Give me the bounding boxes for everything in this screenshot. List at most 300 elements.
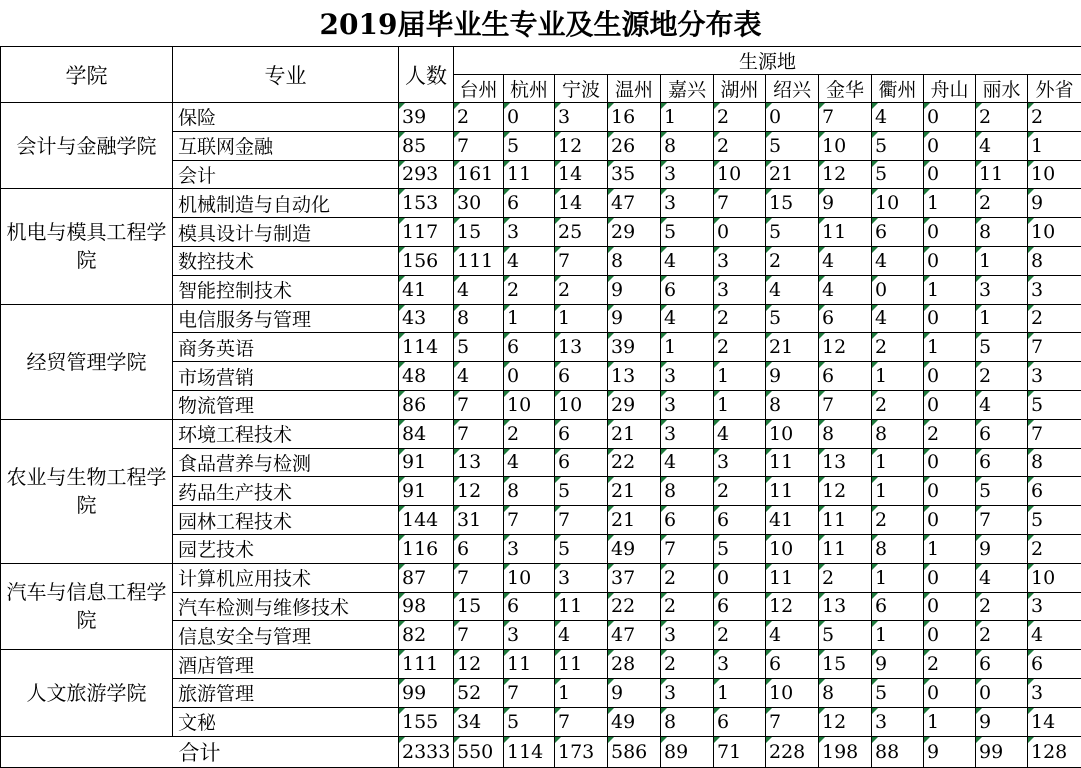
region-count-cell: 8: [661, 477, 714, 506]
region-count-cell: 6: [819, 362, 872, 391]
region-count-cell: 8: [661, 131, 714, 160]
region-count-cell: 4: [504, 448, 555, 477]
region-count-cell: 111: [454, 246, 504, 275]
region-count-cell: 8: [976, 218, 1028, 247]
region-count-cell: 13: [454, 448, 504, 477]
region-count-cell: 12: [819, 477, 872, 506]
region-count-cell: 13: [555, 333, 608, 362]
region-count-cell: 13: [608, 362, 661, 391]
region-count-cell: 11: [766, 563, 819, 592]
table-row: [1, 103, 1081, 132]
count-cell: 48: [399, 362, 454, 391]
region-count-cell: 9: [1028, 189, 1081, 218]
region-count-cell: 0: [924, 592, 976, 621]
major-name: 机械制造与自动化: [173, 189, 399, 218]
region-count-cell: 10: [1028, 160, 1081, 189]
region-count-cell: 1: [661, 333, 714, 362]
region-count-cell: 1: [714, 678, 766, 707]
region-count-cell: 3: [661, 189, 714, 218]
total-cell: 198: [819, 736, 872, 767]
region-count-cell: 10: [766, 678, 819, 707]
region-count-cell: 0: [924, 563, 976, 592]
region-count-cell: 5: [976, 333, 1028, 362]
region-count-cell: 29: [608, 390, 661, 419]
region-count-cell: 31: [454, 506, 504, 535]
region-count-cell: 25: [555, 218, 608, 247]
count-cell: 155: [399, 707, 454, 736]
region-count-cell: 0: [766, 103, 819, 132]
region-count-cell: 34: [454, 707, 504, 736]
region-count-cell: 7: [766, 707, 819, 736]
region-count-cell: 3: [661, 390, 714, 419]
count-cell: 86: [399, 390, 454, 419]
region-count-cell: 6: [976, 448, 1028, 477]
region-count-cell: 21: [766, 333, 819, 362]
region-header: 绍兴: [766, 75, 819, 103]
region-count-cell: 8: [1028, 246, 1081, 275]
count-cell: 111: [399, 650, 454, 679]
total-cell: 550: [454, 736, 504, 767]
major-name: 文秘: [173, 707, 399, 736]
region-count-cell: 14: [555, 160, 608, 189]
region-count-cell: 0: [924, 477, 976, 506]
region-count-cell: 37: [608, 563, 661, 592]
region-count-cell: 10: [504, 563, 555, 592]
region-count-cell: 0: [924, 131, 976, 160]
region-count-cell: 2: [504, 275, 555, 304]
region-count-cell: 5: [1028, 390, 1081, 419]
region-header: 金华: [819, 75, 872, 103]
region-count-cell: 4: [661, 448, 714, 477]
region-count-cell: 1: [872, 362, 924, 391]
region-count-cell: 26: [608, 131, 661, 160]
region-count-cell: 1: [872, 477, 924, 506]
region-count-cell: 15: [766, 189, 819, 218]
region-count-cell: 1: [555, 678, 608, 707]
region-count-cell: 2: [872, 506, 924, 535]
region-count-cell: 11: [504, 650, 555, 679]
region-count-cell: 5: [766, 304, 819, 333]
region-count-cell: 10: [714, 160, 766, 189]
region-count-cell: 9: [976, 534, 1028, 563]
major-name: 药品生产技术: [173, 477, 399, 506]
total-row: [1, 736, 1081, 767]
region-count-cell: 6: [661, 506, 714, 535]
region-count-cell: 1: [924, 707, 976, 736]
region-count-cell: 5: [661, 218, 714, 247]
region-count-cell: 12: [454, 650, 504, 679]
region-header: 衢州: [872, 75, 924, 103]
region-count-cell: 5: [872, 678, 924, 707]
region-count-cell: 3: [661, 621, 714, 650]
region-count-cell: 39: [608, 333, 661, 362]
region-count-cell: 2: [872, 333, 924, 362]
total-cell: 114: [504, 736, 555, 767]
region-count-cell: 0: [924, 390, 976, 419]
region-count-cell: 11: [819, 534, 872, 563]
region-count-cell: 2: [714, 304, 766, 333]
region-count-cell: 21: [608, 506, 661, 535]
region-count-cell: 2: [454, 103, 504, 132]
region-count-cell: 4: [872, 103, 924, 132]
region-count-cell: 13: [819, 448, 872, 477]
count-header: 人数: [399, 47, 454, 103]
region-count-cell: 5: [819, 621, 872, 650]
region-count-cell: 12: [454, 477, 504, 506]
count-cell: 293: [399, 160, 454, 189]
count-cell: 114: [399, 333, 454, 362]
count-cell: 85: [399, 131, 454, 160]
region-count-cell: 7: [1028, 419, 1081, 448]
region-count-cell: 3: [1028, 362, 1081, 391]
region-count-cell: 4: [714, 419, 766, 448]
region-count-cell: 5: [714, 534, 766, 563]
region-count-cell: 2: [976, 103, 1028, 132]
region-count-cell: 6: [1028, 650, 1081, 679]
major-name: 数控技术: [173, 246, 399, 275]
region-count-cell: 0: [924, 246, 976, 275]
region-count-cell: 8: [504, 477, 555, 506]
region-count-cell: 11: [819, 218, 872, 247]
region-count-cell: 4: [819, 246, 872, 275]
college-name: 人文旅游学院: [1, 650, 173, 736]
region-count-cell: 1: [924, 189, 976, 218]
region-count-cell: 11: [504, 160, 555, 189]
major-name: 旅游管理: [173, 678, 399, 707]
region-count-cell: 1: [872, 448, 924, 477]
major-name: 计算机应用技术: [173, 563, 399, 592]
region-count-cell: 35: [608, 160, 661, 189]
region-count-cell: 6: [872, 218, 924, 247]
region-count-cell: 7: [454, 563, 504, 592]
region-count-cell: 11: [819, 506, 872, 535]
region-count-cell: 13: [819, 592, 872, 621]
count-cell: 91: [399, 477, 454, 506]
region-count-cell: 6: [555, 448, 608, 477]
region-count-cell: 6: [555, 362, 608, 391]
region-count-cell: 7: [454, 131, 504, 160]
region-count-cell: 0: [504, 103, 555, 132]
region-count-cell: 2: [714, 103, 766, 132]
region-count-cell: 10: [555, 390, 608, 419]
region-count-cell: 9: [766, 362, 819, 391]
region-count-cell: 15: [819, 650, 872, 679]
count-cell: 99: [399, 678, 454, 707]
region-count-cell: 6: [1028, 477, 1081, 506]
region-count-cell: 3: [714, 448, 766, 477]
region-count-cell: 5: [454, 333, 504, 362]
region-count-cell: 2: [504, 419, 555, 448]
region-count-cell: 0: [924, 448, 976, 477]
region-count-cell: 4: [872, 246, 924, 275]
count-cell: 39: [399, 103, 454, 132]
region-count-cell: 9: [608, 304, 661, 333]
region-count-cell: 0: [924, 103, 976, 132]
major-header: 专业: [173, 47, 399, 103]
region-count-cell: 0: [924, 218, 976, 247]
major-name: 园艺技术: [173, 534, 399, 563]
college-name: 会计与金融学院: [1, 103, 173, 189]
count-cell: 116: [399, 534, 454, 563]
region-count-cell: 2: [924, 419, 976, 448]
total-cell: 228: [766, 736, 819, 767]
region-count-cell: 7: [661, 534, 714, 563]
region-count-cell: 6: [819, 304, 872, 333]
region-count-cell: 4: [976, 131, 1028, 160]
region-header: 宁波: [555, 75, 608, 103]
region-header: 温州: [608, 75, 661, 103]
region-count-cell: 0: [872, 275, 924, 304]
region-count-cell: 3: [714, 246, 766, 275]
region-count-cell: 3: [1028, 678, 1081, 707]
region-count-cell: 10: [766, 419, 819, 448]
region-count-cell: 12: [819, 707, 872, 736]
region-count-cell: 6: [714, 707, 766, 736]
region-count-cell: 2: [924, 650, 976, 679]
region-count-cell: 3: [714, 650, 766, 679]
region-count-cell: 1: [872, 621, 924, 650]
region-header: 杭州: [504, 75, 555, 103]
region-count-cell: 3: [1028, 275, 1081, 304]
region-count-cell: 10: [819, 131, 872, 160]
region-count-cell: 4: [766, 275, 819, 304]
region-count-cell: 11: [555, 650, 608, 679]
region-count-cell: 6: [504, 592, 555, 621]
region-count-cell: 5: [766, 131, 819, 160]
region-count-cell: 3: [872, 707, 924, 736]
region-count-cell: 6: [504, 189, 555, 218]
region-count-cell: 7: [454, 419, 504, 448]
region-header: 台州: [454, 75, 504, 103]
region-count-cell: 2: [819, 563, 872, 592]
region-count-cell: 7: [555, 707, 608, 736]
region-count-cell: 0: [976, 678, 1028, 707]
total-cell: 71: [714, 736, 766, 767]
major-name: 模具设计与制造: [173, 218, 399, 247]
region-count-cell: 3: [555, 103, 608, 132]
major-name: 物流管理: [173, 390, 399, 419]
region-count-cell: 4: [504, 246, 555, 275]
region-count-cell: 2: [555, 275, 608, 304]
region-count-cell: 9: [608, 275, 661, 304]
region-count-cell: 9: [976, 707, 1028, 736]
region-count-cell: 1: [924, 275, 976, 304]
region-count-cell: 2: [661, 650, 714, 679]
table-row: [1, 650, 1081, 679]
region-count-cell: 14: [555, 189, 608, 218]
region-count-cell: 7: [555, 506, 608, 535]
region-count-cell: 1: [924, 534, 976, 563]
region-count-cell: 3: [555, 563, 608, 592]
region-count-cell: 1: [555, 304, 608, 333]
total-cell: 9: [924, 736, 976, 767]
region-count-cell: 22: [608, 592, 661, 621]
table-row: [1, 189, 1081, 218]
region-count-cell: 10: [1028, 563, 1081, 592]
region-count-cell: 5: [766, 218, 819, 247]
region-count-cell: 1: [976, 304, 1028, 333]
region-count-cell: 2: [872, 390, 924, 419]
region-count-cell: 6: [976, 650, 1028, 679]
region-count-cell: 6: [766, 650, 819, 679]
total-label: 合计: [1, 736, 399, 767]
region-count-cell: 0: [924, 506, 976, 535]
total-cell: 2333: [399, 736, 454, 767]
region-count-cell: 2: [714, 131, 766, 160]
region-count-cell: 161: [454, 160, 504, 189]
region-count-cell: 8: [1028, 448, 1081, 477]
region-count-cell: 2: [976, 621, 1028, 650]
region-count-cell: 6: [454, 534, 504, 563]
region-count-cell: 6: [661, 275, 714, 304]
region-count-cell: 3: [714, 275, 766, 304]
region-count-cell: 1: [504, 304, 555, 333]
region-count-cell: 12: [555, 131, 608, 160]
region-count-cell: 5: [872, 131, 924, 160]
region-count-cell: 7: [819, 103, 872, 132]
college-name: 机电与模具工程学院: [1, 189, 173, 304]
region-count-cell: 21: [766, 160, 819, 189]
region-count-cell: 2: [976, 592, 1028, 621]
major-name: 食品营养与检测: [173, 448, 399, 477]
region-count-cell: 2: [661, 592, 714, 621]
region-count-cell: 8: [766, 390, 819, 419]
major-name: 汽车检测与维修技术: [173, 592, 399, 621]
region-count-cell: 15: [454, 218, 504, 247]
major-name: 智能控制技术: [173, 275, 399, 304]
count-cell: 156: [399, 246, 454, 275]
count-cell: 84: [399, 419, 454, 448]
count-cell: 153: [399, 189, 454, 218]
count-cell: 41: [399, 275, 454, 304]
region-count-cell: 5: [872, 160, 924, 189]
region-count-cell: 7: [714, 189, 766, 218]
origin-header: 生源地: [454, 47, 1081, 75]
region-count-cell: 9: [819, 189, 872, 218]
count-cell: 82: [399, 621, 454, 650]
college-name: 汽车与信息工程学院: [1, 563, 173, 649]
region-count-cell: 15: [454, 592, 504, 621]
region-count-cell: 0: [924, 678, 976, 707]
region-count-cell: 4: [1028, 621, 1081, 650]
region-header: 嘉兴: [661, 75, 714, 103]
region-count-cell: 3: [1028, 592, 1081, 621]
region-count-cell: 0: [924, 362, 976, 391]
region-count-cell: 29: [608, 218, 661, 247]
region-count-cell: 1: [714, 390, 766, 419]
region-count-cell: 9: [608, 678, 661, 707]
major-name: 环境工程技术: [173, 419, 399, 448]
region-count-cell: 12: [819, 160, 872, 189]
region-count-cell: 7: [454, 621, 504, 650]
region-count-cell: 11: [766, 448, 819, 477]
region-count-cell: 7: [504, 678, 555, 707]
region-count-cell: 41: [766, 506, 819, 535]
college-name: 农业与生物工程学院: [1, 419, 173, 563]
region-count-cell: 47: [608, 189, 661, 218]
major-name: 市场营销: [173, 362, 399, 391]
major-name: 园林工程技术: [173, 506, 399, 535]
region-count-cell: 6: [976, 419, 1028, 448]
region-count-cell: 3: [504, 534, 555, 563]
region-header: 舟山: [924, 75, 976, 103]
region-count-cell: 6: [872, 592, 924, 621]
region-count-cell: 2: [976, 189, 1028, 218]
region-count-cell: 11: [555, 592, 608, 621]
region-count-cell: 1: [661, 103, 714, 132]
region-count-cell: 4: [766, 621, 819, 650]
region-count-cell: 21: [608, 477, 661, 506]
region-count-cell: 2: [1028, 103, 1081, 132]
region-count-cell: 2: [714, 621, 766, 650]
region-count-cell: 3: [661, 678, 714, 707]
region-count-cell: 11: [976, 160, 1028, 189]
total-cell: 128: [1028, 736, 1081, 767]
region-count-cell: 4: [454, 275, 504, 304]
major-name: 酒店管理: [173, 650, 399, 679]
count-cell: 117: [399, 218, 454, 247]
major-name: 信息安全与管理: [173, 621, 399, 650]
count-cell: 144: [399, 506, 454, 535]
region-count-cell: 8: [819, 678, 872, 707]
region-count-cell: 2: [1028, 304, 1081, 333]
distribution-table: [0, 46, 1081, 768]
table-row: [1, 419, 1081, 448]
region-count-cell: 4: [661, 304, 714, 333]
region-count-cell: 3: [661, 419, 714, 448]
region-count-cell: 0: [714, 563, 766, 592]
major-name: 互联网金融: [173, 131, 399, 160]
region-count-cell: 12: [819, 333, 872, 362]
region-count-cell: 11: [766, 477, 819, 506]
region-count-cell: 3: [661, 160, 714, 189]
page-title: 2019届毕业生专业及生源地分布表: [0, 0, 1081, 46]
region-count-cell: 1: [714, 362, 766, 391]
region-count-cell: 0: [924, 621, 976, 650]
region-count-cell: 9: [872, 650, 924, 679]
region-count-cell: 0: [504, 362, 555, 391]
region-count-cell: 2: [766, 246, 819, 275]
region-count-cell: 52: [454, 678, 504, 707]
count-cell: 87: [399, 563, 454, 592]
region-count-cell: 10: [1028, 218, 1081, 247]
region-count-cell: 16: [608, 103, 661, 132]
region-count-cell: 8: [661, 707, 714, 736]
region-count-cell: 5: [504, 707, 555, 736]
region-count-cell: 47: [608, 621, 661, 650]
region-count-cell: 4: [976, 390, 1028, 419]
table-row: [1, 304, 1081, 333]
region-count-cell: 10: [504, 390, 555, 419]
region-count-cell: 8: [454, 304, 504, 333]
region-count-cell: 3: [504, 621, 555, 650]
region-count-cell: 6: [714, 592, 766, 621]
region-count-cell: 30: [454, 189, 504, 218]
region-count-cell: 8: [608, 246, 661, 275]
region-count-cell: 10: [872, 189, 924, 218]
region-count-cell: 1: [924, 333, 976, 362]
region-count-cell: 6: [504, 333, 555, 362]
region-count-cell: 6: [714, 506, 766, 535]
major-name: 会计: [173, 160, 399, 189]
region-count-cell: 4: [555, 621, 608, 650]
region-count-cell: 0: [924, 304, 976, 333]
table-row: [1, 563, 1081, 592]
count-cell: 91: [399, 448, 454, 477]
college-header: 学院: [1, 47, 173, 103]
region-count-cell: 4: [872, 304, 924, 333]
region-count-cell: 5: [1028, 506, 1081, 535]
